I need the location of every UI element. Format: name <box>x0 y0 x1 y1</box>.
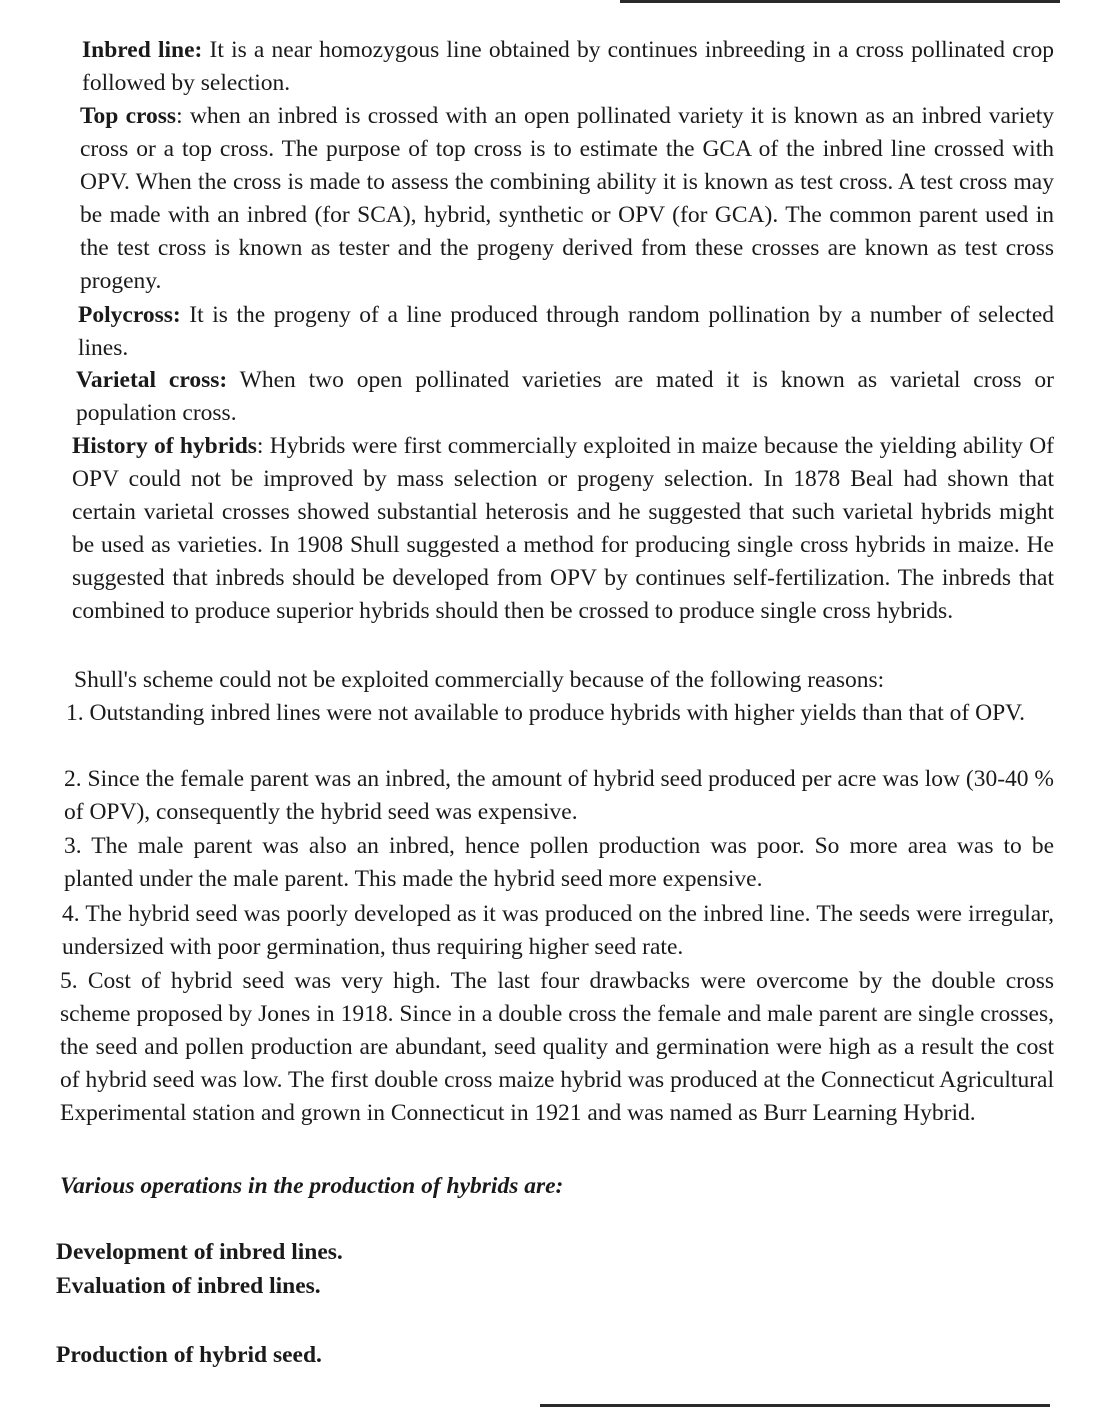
term-top-cross: Top cross <box>80 103 177 129</box>
operation-item: Evaluation of inbred lines. <box>56 1273 321 1299</box>
reason-3-text: 3. The male parent was also an inbred, hence pollen production was poor. So more area was to be planted under the male parent. This made the hybrid seed more expensive. <box>64 833 1054 892</box>
reason-4 <box>62 898 1054 964</box>
operation-item: Production of hybrid seed. <box>56 1342 322 1368</box>
operations-heading: Various operations in the production of hybrids are: <box>60 1173 564 1199</box>
bottom-rule <box>540 1404 1050 1407</box>
reason-4-text: 4. The hybrid seed was poorly developed as it was produced on the inbred line. The seeds were irregular, undersized with poor germination, thus requiring higher seed rate. <box>62 901 1054 960</box>
operation-item: Development of inbred lines. <box>56 1239 343 1265</box>
term-polycross: Polycross: <box>78 302 181 328</box>
reason-1 <box>66 697 1054 730</box>
reason-1-text: 1. Outstanding inbred lines were not available to produce hybrids with higher yields than that of OPV. <box>66 700 1025 726</box>
term-inbred-line: Inbred line: <box>82 37 203 63</box>
text-polycross: It is the progeny of a line produced through random pollination by a number of selected lines. <box>78 302 1054 361</box>
reason-5-text: 5. Cost of hybrid seed was very high. The last four drawbacks were overcome by the double cross scheme proposed by Jones in 1918. Since in a double cross the female and male parent are single crosses, the seed and pollen production are abundant, seed quality and germination were high as a result the cost of hybrid seed was low. The first double cross maize hybrid was produced at the Connecticut Agricultural Experimental station and grown in Connecticut in 1921 and was named as Burr Learning Hybrid. <box>60 968 1054 1126</box>
text-varietal-cross: When two open pollinated varieties are mated it is known as varietal cross or population cross. <box>76 367 1054 426</box>
term-varietal-cross: Varietal cross: <box>76 367 228 393</box>
reason-2 <box>64 763 1054 829</box>
text-shull-scheme: Shull's scheme could not be exploited commercially because of the following reasons: <box>74 667 885 693</box>
term-history-of-hybrids: History of hybrids <box>72 433 257 459</box>
text-inbred-line: It is a near homozygous line obtained by continues inbreeding in a cross pollinated crop followed by selection. <box>82 37 1054 96</box>
paragraph-shull-scheme <box>74 664 1054 697</box>
text-top-cross: : when an inbred is crossed with an open pollinated variety it is known as an inbred variety cross or a top cross. The purpose of top cross is to estimate the GCA of the inbred line crossed with OPV. When the cross is made to assess the combining ability it is known as test cross. A test cross may be made with an inbred (for SCA), hybrid, synthetic or OPV (for GCA). The common parent used in the test cross is known as tester and the progeny derived from these crosses are known as test cross progeny. <box>80 103 1054 294</box>
reason-5 <box>60 965 1054 1130</box>
paragraph-varietal-cross <box>76 364 1054 430</box>
reason-2-text: 2. Since the female parent was an inbred, the amount of hybrid seed produced per acre was low (30-40 % of OPV), consequently the hybrid seed was expensive. <box>64 766 1054 825</box>
paragraph-history-of-hybrids <box>72 430 1054 628</box>
reason-3 <box>64 830 1054 896</box>
paragraph-inbred-line <box>82 34 1054 100</box>
paragraph-polycross <box>78 299 1054 365</box>
paragraph-top-cross <box>80 100 1054 298</box>
text-history-of-hybrids: : Hybrids were first commercially exploited in maize because the yielding ability Of OPV could not be improved by mass selection or progeny selection. In 1878 Beal had shown that certain varietal crosses showed substantial heterosis and he suggested that such varietal hybrids might be used as varieties. In 1908 Shull suggested a method for producing single cross hybrids in maize. He suggested that inbreds should be developed from OPV by continues self-fertilization. The inbreds that combined to produce superior hybrids should then be crossed to produce single cross hybrids. <box>72 433 1055 624</box>
